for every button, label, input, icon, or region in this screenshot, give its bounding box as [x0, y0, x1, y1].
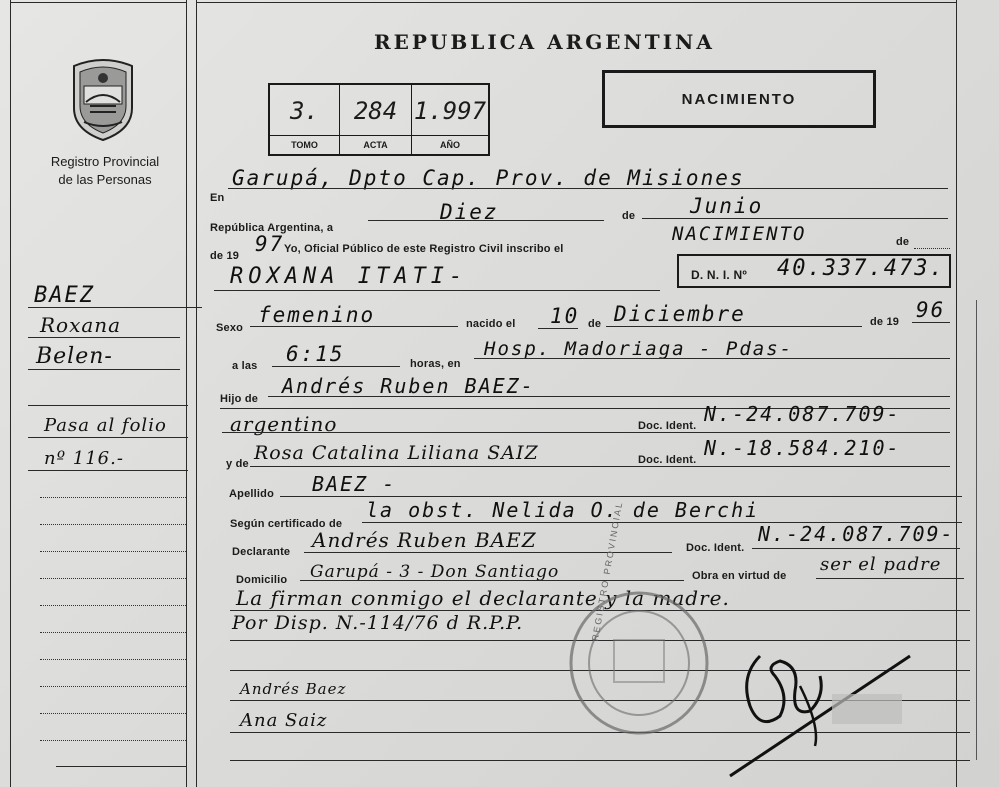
top-rule-left: [10, 2, 186, 3]
apellido-value: BAEZ -: [312, 472, 397, 496]
acta-cell: [340, 85, 412, 154]
left-note-line2: nº 116.-: [44, 448, 124, 469]
record-number-table: [268, 83, 490, 156]
mother-doc: N.-18.584.210-: [704, 436, 901, 460]
obra-value: ser el padre: [820, 554, 942, 575]
provincial-emblem: [66, 56, 140, 142]
de19-label: de 19: [870, 316, 900, 328]
address-value: Garupá - 3 - Don Santiago: [310, 562, 560, 582]
column-divider-left: [186, 0, 187, 787]
de3-label: de: [588, 318, 602, 330]
declarant-doc: N.-24.087.709-: [758, 522, 955, 546]
left-rule: [28, 470, 188, 471]
birth-time-line: [272, 366, 400, 367]
mother-name: Rosa Catalina Liliana SAIZ: [254, 442, 539, 464]
top-rule-right: [196, 2, 956, 3]
nacido-label: nacido el: [466, 318, 516, 330]
doc-ident-label-declarant: Doc. Ident.: [686, 542, 745, 554]
birth-day: 10: [550, 304, 580, 328]
place-line: [228, 188, 948, 189]
father-doc: N.-24.087.709-: [704, 402, 901, 426]
cell-divider: [412, 135, 488, 136]
registry-name: [30, 153, 180, 189]
father-name: Andrés Ruben BAEZ-: [282, 374, 535, 398]
remark-line1: La firman conmigo el declarante y la madre.: [236, 586, 730, 610]
birth-time: 6:15: [286, 342, 345, 366]
obra-line: [816, 578, 964, 579]
left-dotted-line: [40, 578, 186, 579]
segun-label: Según certificado de: [230, 518, 343, 530]
left-dotted-line: [40, 740, 186, 741]
obra-label: Obra en virtud de: [692, 570, 787, 582]
country-title: REPUBLICA ARGENTINA: [374, 30, 715, 54]
inscribo-label: Yo, Oficial Público de este Registro Civil inscribo el: [284, 243, 564, 255]
father-doc-line: [222, 432, 950, 433]
birth-month-line: [606, 326, 862, 327]
sexo-value: femenino: [258, 303, 376, 327]
doc-ident-label-mother: Doc. Ident.: [638, 454, 697, 466]
left-border: [10, 0, 11, 787]
year-suffix: 97: [255, 232, 285, 256]
de2-dotted: [914, 248, 950, 249]
dni-label: D. N. I. Nº: [691, 268, 747, 282]
cell-divider: [270, 135, 339, 136]
en-label: En: [210, 192, 225, 204]
birth-year-line: [912, 322, 950, 323]
left-note-line1: Pasa al folio: [44, 415, 167, 436]
person-name: ROXANA ITATI-: [230, 264, 468, 289]
father-nationality: argentino: [230, 412, 338, 436]
left-dotted-line: [40, 551, 186, 552]
left-dotted-line: [40, 524, 186, 525]
declarant-value: Andrés Ruben BAEZ: [312, 528, 537, 552]
left-rule: [28, 437, 188, 438]
doc-ident-label-father: Doc. Ident.: [638, 420, 697, 432]
left-rule: [28, 405, 188, 406]
tomo-label: TOMO: [291, 140, 318, 150]
dni-value: 40.337.473.: [777, 256, 945, 281]
left-bottom-rule: [56, 766, 186, 767]
father-line: [268, 396, 950, 397]
tomo-cell: [270, 85, 340, 154]
horas-label: horas, en: [410, 358, 461, 370]
birth-month: Diciembre: [614, 302, 746, 326]
month-line: [642, 218, 948, 219]
mother-line: [250, 466, 950, 467]
left-dotted-line: [40, 497, 186, 498]
registry-name-line1: Registro Provincial: [50, 154, 160, 169]
ano-value: 1.997: [413, 97, 487, 125]
official-signature: [720, 636, 920, 786]
left-dotted-line: [40, 632, 186, 633]
address-line: [300, 580, 684, 581]
signature-mother: Ana Saiz: [240, 710, 328, 731]
act-type-box: [602, 70, 876, 128]
left-rule: [28, 337, 180, 338]
ano-cell: [412, 85, 488, 154]
tomo-value: 3.: [290, 97, 319, 125]
place-value: Garupá, Dpto Cap. Prov. de Misiones: [232, 166, 745, 190]
declarante-label: Declarante: [232, 546, 291, 558]
declarant-line: [304, 552, 672, 553]
republica-label: República Argentina, a: [210, 222, 334, 234]
cell-divider: [340, 135, 411, 136]
acta-label: ACTA: [363, 140, 388, 150]
certificate-value: la obst. Nelida O. de Berchi: [366, 498, 760, 522]
birth-place: Hosp. Madoriaga - Pdas-: [484, 338, 794, 360]
stamp-text: REGISTRO PROVINCIAL: [590, 500, 625, 642]
year-prefix-label: de 19: [210, 250, 240, 262]
left-first-name: Roxana: [40, 313, 122, 337]
month-value: Junio: [690, 194, 764, 218]
domicilio-label: Domicilio: [236, 574, 288, 586]
right-border: [956, 0, 957, 787]
alas-label: a las: [232, 360, 258, 372]
left-dotted-line: [40, 686, 186, 687]
left-rule: [28, 369, 180, 370]
day-line: [368, 220, 604, 221]
registry-stamp: [564, 588, 714, 738]
form-right-line: [976, 300, 977, 760]
column-divider-right: [196, 0, 197, 787]
dni-box: [677, 254, 951, 288]
act-written-value: NACIMIENTO: [672, 223, 807, 245]
sexo-line: [250, 326, 458, 327]
sexo-label: Sexo: [216, 322, 244, 334]
yde-label: y de: [226, 458, 249, 470]
registry-name-line2: de las Personas: [58, 172, 152, 187]
left-dotted-line: [40, 659, 186, 660]
apellido-line: [280, 496, 962, 497]
left-dotted-line: [40, 605, 186, 606]
acta-value: 284: [353, 97, 398, 125]
declarant-doc-line: [752, 548, 960, 549]
remark-line2: Por Disp. N.-114/76 d R.P.P.: [232, 612, 524, 634]
person-name-line: [214, 290, 660, 291]
de-label: de: [622, 210, 636, 222]
apellido-label: Apellido: [229, 488, 274, 500]
left-dotted-line: [40, 713, 186, 714]
day-value: Diez: [440, 200, 499, 224]
birth-day-line: [538, 328, 578, 329]
left-second-name: Belen-: [36, 344, 113, 369]
left-surname: BAEZ: [34, 283, 95, 308]
de2-label: de: [896, 236, 910, 248]
left-rule: [28, 307, 202, 308]
act-type-label: NACIMIENTO: [681, 91, 797, 108]
birth-year-suffix: 96: [916, 298, 946, 322]
ano-label: AÑO: [440, 140, 460, 150]
signature-father: Andrés Baez: [240, 680, 347, 698]
birth-place-line: [474, 358, 950, 359]
hijo-label: Hijo de: [220, 393, 259, 405]
